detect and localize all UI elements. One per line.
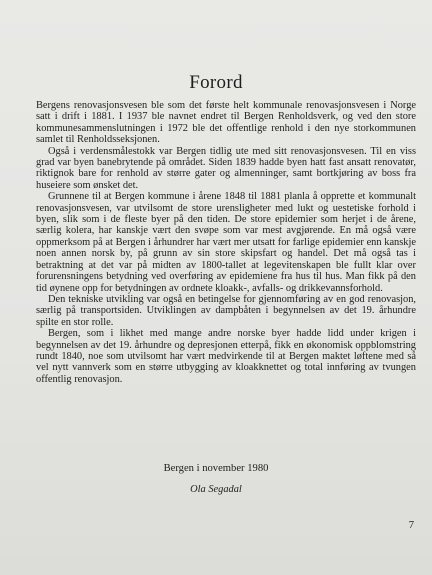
page-title: Forord xyxy=(189,72,243,93)
signature-author: Ola Segadal xyxy=(190,484,242,495)
foreword-body xyxy=(36,100,416,385)
paragraph-3: Grunnene til at Bergen kommune i årene 1848 til 1881 planla å opprette et kommunalt renovasjonsvesen, var utvilsomt de store urensligheter med lukt og uestetiske forhold i byen, slik som i de fleste byer på den tiden. De store epidemier som herjet i de årene, særlig kolera, har kanskje vært den svøpe som var mest avgjørende. En må også være oppmerksom på at Bergen i århundrer har vært mer utsatt for farlige epidemier enn kanskje noen annen norsk by, på grunn av sin store skipsfart og handel. Det må også tas i betraktning at det var på midten av 1800-tallet at legevitenskapen ble fullt klar over forurensningens betydning ved overføring av epidemiene fra hus til hus. Man fikk på den tid øynene opp for betydningen av ordnete kloakk-, avfalls- og drikkevannsforhold. xyxy=(36,191,416,294)
paragraph-1: Bergens renovasjonsvesen ble som det første helt kommunale renovasjonsvesen i Norge satt i drift i 1881. I 1937 ble navnet endret til Bergen Renholdsverk, og ved den store kommunesammenslutningen i 1972 ble det offentlige renhold i den nye storkommunen samlet til Renholdsseksjonen. xyxy=(36,100,416,146)
paragraph-2: Også i verdensmålestokk var Bergen tidlig ute med sitt renovasjonsvesen. Til en viss grad var byen banebrytende på området. Siden 1839 hadde byen hatt fast ansatt renovatør, riktignok bare for renhold av større gater og almenninger, samt bortkjøring av boss fra huseiere som ønsket det. xyxy=(36,145,416,191)
signature-place-date: Bergen i november 1980 xyxy=(163,463,269,474)
paragraph-4: Den tekniske utvikling var også en betingelse for gjennomføring av en god renovasjon, særlig på transportsiden. Utviklingen av dampbåten i begynnelsen av det 19. århundre spilte en stor rolle. xyxy=(36,293,416,328)
page-number: 7 xyxy=(408,520,414,531)
paragraph-5: Bergen, som i likhet med mange andre norske byer hadde lidd under krigen i begynnelsen av det 19. århundre og depresjonen etterpå, fikk en økonomisk oppblomstring rundt 1840, noe som utvilsomt har vært medvirkende til at Bergen maktet løftene med så vel nytt vannverk som en større utbygging av kloakknettet og total innføring av tvungen offentlig renovasjon. xyxy=(36,328,416,385)
